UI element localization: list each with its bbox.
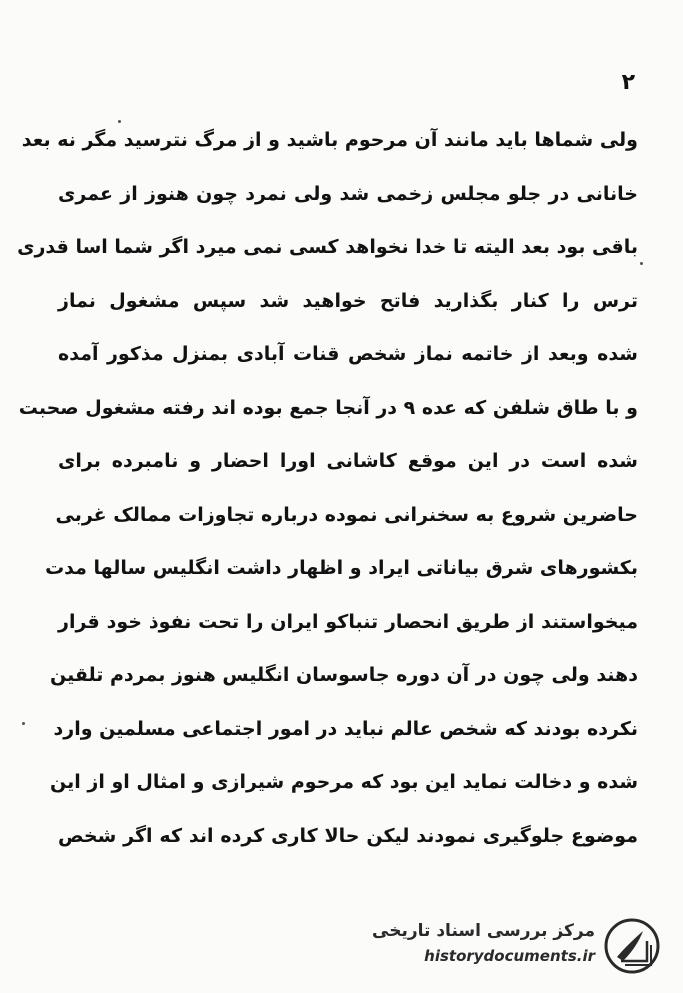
text-line: و با طاق شلفن که عده ۹ در آنجا جمع بوده اند رفته مشغول صحبت xyxy=(18,396,638,419)
text-line: بکشورهای شرق بیاناتی ایراد و اظهار داشت انگلیس سالها مدت xyxy=(45,557,638,579)
text-line: باقی بود بعد الیته تا خدا نخواهد کسی نمی میرد اگر شما اسا قدری xyxy=(17,236,638,258)
text-line: حاضرین شروع به سخنرانی نموده درباره تجاوزات ممالک غربی xyxy=(55,503,638,526)
archive-url: historydocuments.ir xyxy=(424,947,595,965)
archive-watermark xyxy=(372,913,661,983)
text-line: میخواستند از طریق انحصار تنباکو ایران را تحت نفوذ خود قرار xyxy=(58,610,638,633)
text-line: ولی شماها باید مانند آن مرحوم باشید و از مرگ نترسید مگر نه بعد xyxy=(21,129,638,151)
page-number: ۲ xyxy=(621,70,635,95)
text-line: خانانی در جلو مجلس زخمی شد ولی نمرد چون هنوز از عمری xyxy=(58,182,638,205)
scan-speck xyxy=(118,120,121,123)
document-body xyxy=(17,118,638,867)
text-line: ترس را کنار بگذارید فاتح خواهید شد سپس مشغول نماز xyxy=(58,289,638,312)
text-line: نکرده بودند که شخص عالم نباید در امور اجتماعی مسلمین وارد xyxy=(53,717,638,740)
text-line: شده است در این موقع کاشانی اورا احضار و نامبرده برای xyxy=(58,450,638,472)
text-line: دهند ولی چون در آن دوره جاسوسان انگلیس هنوز بمردم تلقین xyxy=(49,664,638,686)
text-line: موضوع جلوگیری نمودند لیکن حالا کاری کرده اند که اگر شخص xyxy=(58,824,638,847)
text-line: شده و دخالت نماید این بود که مرحوم شیرازی و امثال او از این xyxy=(50,771,638,793)
archive-title: مرکز بررسی اسناد تاریخی xyxy=(372,921,595,941)
scan-speck xyxy=(22,722,25,725)
book-feather-logo-icon xyxy=(603,917,661,975)
scan-speck xyxy=(640,262,643,265)
text-line: شده وبعد از خاتمه نماز شخص قنات آبادی بمنزل مذکور آمده xyxy=(58,343,638,365)
